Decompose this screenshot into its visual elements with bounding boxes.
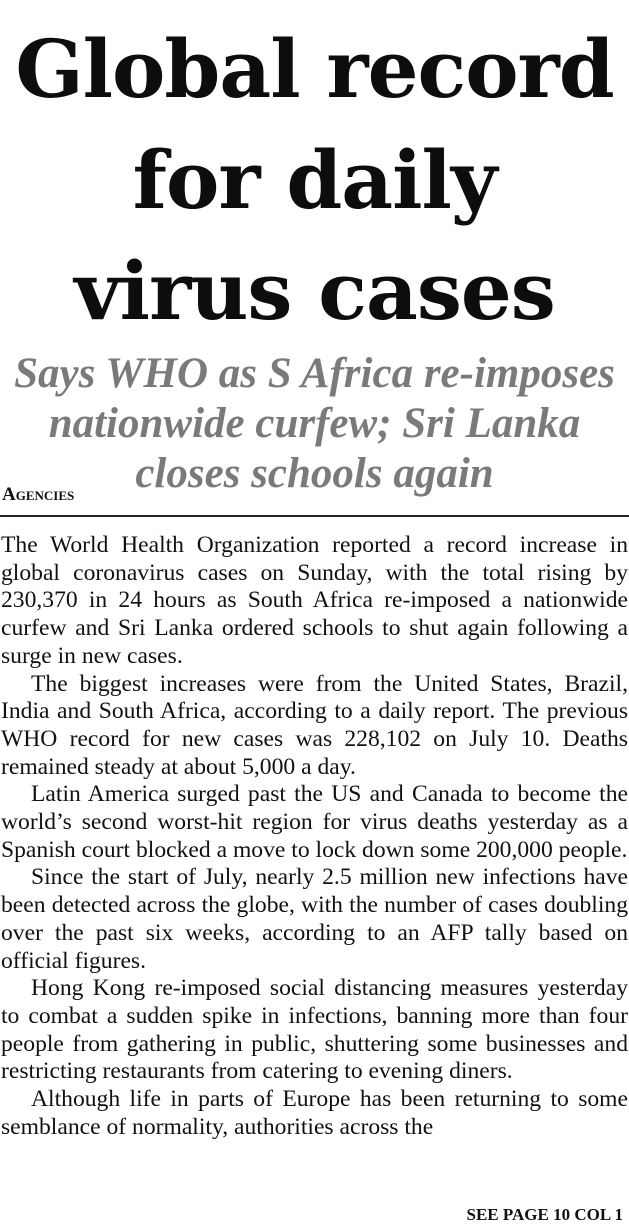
paragraph: Latin America surged past the US and Canada to become the world’s second worst-hit region for virus deaths yesterday as a Spanish court blocked a move to lock down some 200,000 people. xyxy=(1,781,628,863)
subheadline-line-3: closes schools again xyxy=(135,450,494,497)
paragraph: Since the start of July, nearly 2.5 million new infections have been detected across the globe, with the number of cases doubling over the past six weeks, according to an AFP tally based on official figures. xyxy=(1,864,628,974)
byline-divider xyxy=(0,515,629,517)
headline xyxy=(0,0,629,347)
paragraph: Hong Kong re-imposed social distancing measures yesterday to combat a sudden spike in infections, banning more than four people from gathering in public, shuttering some businesses and restricting restaurants from catering to evening diners. xyxy=(1,975,628,1085)
headline-line-3: virus cases xyxy=(74,244,555,338)
continued-on-page-reference: SEE PAGE 10 COL 1 xyxy=(466,1205,623,1224)
subheadline xyxy=(0,347,629,499)
headline-line-2: for daily xyxy=(132,133,497,227)
article-body xyxy=(1,532,628,1141)
subheadline-line-2: nationwide curfew; Sri Lanka xyxy=(48,400,581,447)
headline-line-1: Global record xyxy=(15,22,614,116)
subheadline-line-1: Says WHO as S Africa re-imposes xyxy=(14,350,615,397)
paragraph: Although life in parts of Europe has been returning to some semblance of normality, authorities across the xyxy=(1,1086,628,1140)
paragraph: The World Health Organization reported a record increase in global coronavirus cases on Sunday, with the total rising by 230,370 in 24 hours as South Africa re-imposed a nationwide curfew and Sri Lanka ordered schools to shut again following a surge in new cases. xyxy=(1,532,628,669)
byline: Agencies xyxy=(2,484,75,505)
paragraph: The biggest increases were from the United States, Brazil, India and South Africa, according to a daily report. The previous WHO record for new cases was 228,102 on July 10. Deaths remained steady at about 5,000 a day. xyxy=(1,670,628,780)
